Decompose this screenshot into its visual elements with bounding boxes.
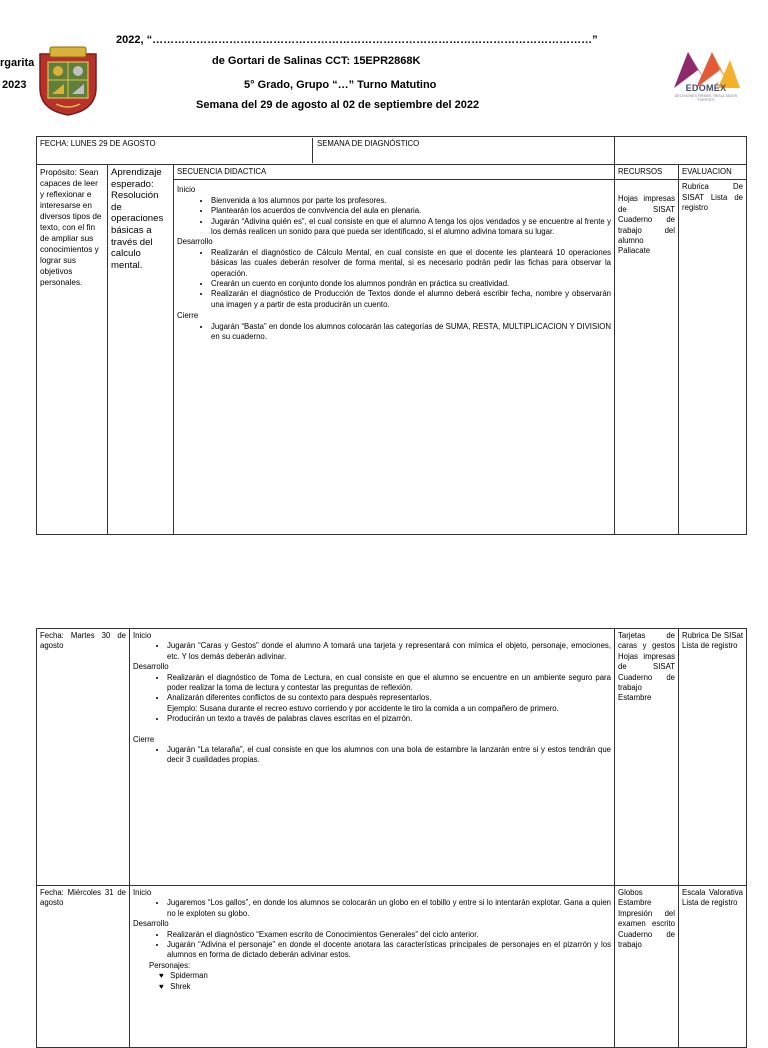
- list-item: • Bienvenida a los alumnos por parte los profesores.: [211, 196, 611, 206]
- list-item: ♥ Shrek: [159, 982, 611, 992]
- recursos-wednesday: Globos Estambre Impresión del examen escrito Cuaderno de trabajo: [615, 886, 679, 1048]
- desarrollo-list: [133, 673, 611, 725]
- header-line-2: de Gortari de Salinas CCT: 15EPR2868K: [212, 55, 421, 67]
- desarrollo-label: Desarrollo: [133, 662, 169, 672]
- header-left-cut-1: rgarita: [0, 57, 35, 69]
- personajes-list: [133, 971, 611, 992]
- fecha-monday: FECHA: LUNES 29 DE AGOSTO: [37, 138, 313, 163]
- fecha-wednesday: Fecha: Miércoles 31 de agosto: [37, 886, 130, 1048]
- proposito-cell: Propósito: Sean capaces de leer y reflexionar e interesarse en diversos tipos de texto, con el fin de ampliar sus conocimientos y lograr sus objetivos personales.: [37, 165, 108, 535]
- aprendizaje-cell: Aprendizaje esperado: Resolución de operaciones básicas a través del calculo mental.: [108, 165, 174, 535]
- desarrollo-list: [177, 248, 611, 310]
- list-item: • Plantearán los acuerdos de convivencia del aula en plenaria.: [211, 206, 611, 216]
- list-item: • Jugaremos “Los gallos”, en donde los alumnos se colocarán un globo en el tobillo y entre si lo intentarán explotar. Gana a quien no le exploten su globo.: [167, 898, 611, 919]
- evaluacion-tuesday: Rubrica De SISat Lista de registro: [679, 629, 747, 886]
- list-item: • Jugarán “La telaraña”, el cual consiste en que los alumnos con una bola de estambre la lanzarán entre si y estos tendrán que decir 3 cualidades propias.: [167, 745, 611, 766]
- evaluacion-monday: Rubrica De SISAT Lista de registro: [679, 180, 747, 535]
- personajes-label: Personajes:: [149, 960, 191, 970]
- list-item: • Realizarán el diagnóstico de Producción de Textos donde el alumno deberá escribir fecha, nombre y observarán una imagen y a partir de esta producirán un cuento.: [211, 289, 611, 310]
- list-item: ♥ Spiderman: [159, 971, 611, 981]
- recursos-monday: Hojas impresas de SISAT Cuaderno de trabajo del alumno Paliacate: [615, 180, 679, 535]
- list-item: [167, 693, 611, 714]
- planning-table-week: [36, 628, 747, 1048]
- cierre-label: Cierre: [133, 734, 155, 744]
- list-item: • Realizarán el diagnóstico de Toma de Lectura, en cual consiste en que el alumno se encuentre en un ambiente seguro para poder realizar la toma de lectura y contestar las preguntas de reflexión.: [167, 673, 611, 694]
- cierre-label: Cierre: [177, 311, 199, 321]
- header-left-cut-2: 2023: [2, 79, 27, 91]
- fecha-tuesday: Fecha: Martes 30 de agosto: [37, 629, 130, 886]
- list-item: • Jugarán “Adivina quién es”, el cual consiste en que el alumno A tenga los ojos vendados y se encuentre al frente y los demás realicen un sonido para que pueda ser identificado, si el alumno adivina tomara su lugar.: [211, 217, 611, 238]
- header-line-1: 2022, “…………………………………………………………………………………………………………”: [116, 34, 598, 46]
- edomex-logo-text: EDOMÉX: [685, 83, 727, 93]
- recursos-header: RECURSOS: [615, 165, 679, 180]
- desarrollo-label: Desarrollo: [133, 919, 169, 929]
- evaluacion-header: EVALUACION: [679, 165, 747, 180]
- state-seal-icon: [34, 44, 102, 116]
- planning-table-monday: [36, 136, 747, 535]
- evaluacion-wednesday: Escala Valorativa Lista de registro: [679, 886, 747, 1048]
- list-item-text: Analizarán diferentes conflictos de su contexto para después representarlos.: [167, 693, 432, 703]
- secuencia-header: SECUENCIA DIDACTICA: [174, 165, 615, 180]
- inicio-list: [177, 196, 611, 238]
- ejemplo-text: Ejemplo: Susana durante el recreo estuvo corriendo y por accidente le tiro la comida a un compañero de primero.: [167, 703, 559, 713]
- inicio-label: Inicio: [177, 185, 196, 195]
- recursos-tuesday: Tarjetas de caras y gestos Hojas impresas de SISAT Cuaderno de trabajo Estambre: [615, 629, 679, 886]
- cierre-list: [177, 322, 611, 343]
- header-line-3: 5° Grado, Grupo “…” Turno Matutino: [244, 79, 437, 91]
- desarrollo-label: Desarrollo: [177, 237, 213, 247]
- inicio-list: [133, 641, 611, 662]
- list-item: • Realizarán el diagnóstico “Examen escrito de Conocimientos Generales” del ciclo anterior.: [167, 930, 611, 940]
- cierre-list: [133, 745, 611, 766]
- header-line-4: Semana del 29 de agosto al 02 de septiembre del 2022: [196, 99, 480, 111]
- list-item: • Jugarán “Caras y Gestos” donde el alumno A tomará una tarjeta y representará con mímica el objeto, personaje, emociones, etc. Y los demás deberán adivinar.: [167, 641, 611, 662]
- secuencia-tuesday: [130, 629, 615, 886]
- list-item: • Crearán un cuento en conjunto donde los alumnos pondrán en práctica su creatividad.: [211, 279, 611, 289]
- inicio-label: Inicio: [133, 888, 152, 897]
- list-item: • Producirán un texto a través de palabras claves escritas en el pizarrón.: [167, 714, 611, 724]
- list-item: • Jugarán “Basta” en donde los alumnos colocarán las categorías de SUMA, RESTA, MULTIPLICACION Y DIVISION en su cuaderno.: [211, 322, 611, 343]
- edomex-logo-tagline: DECISIONES FIRMES, RESULTADOS FUERTES: [674, 94, 738, 102]
- inicio-label: Inicio: [133, 631, 152, 640]
- inicio-list: [133, 898, 611, 919]
- desarrollo-list: [133, 930, 611, 961]
- secuencia-monday: [174, 180, 615, 535]
- list-item: • Realizarán el diagnóstico de Cálculo Mental, en cual consiste en que el docente les planteará 10 operaciones básicas las cuales deberán resolver de forma mental, si es necesario podrán pedir las fichas para observar la operación.: [211, 248, 611, 279]
- semana-label: SEMANA DE DIAGNÓSTICO: [317, 139, 420, 148]
- list-item: • Jugarán “Adivina el personaje” en donde el docente anotara las características principales de personajes en el pizarrón y los alumnos en forma de dictado deberán adivinar estos.: [167, 940, 611, 961]
- secuencia-wednesday: [130, 886, 615, 1048]
